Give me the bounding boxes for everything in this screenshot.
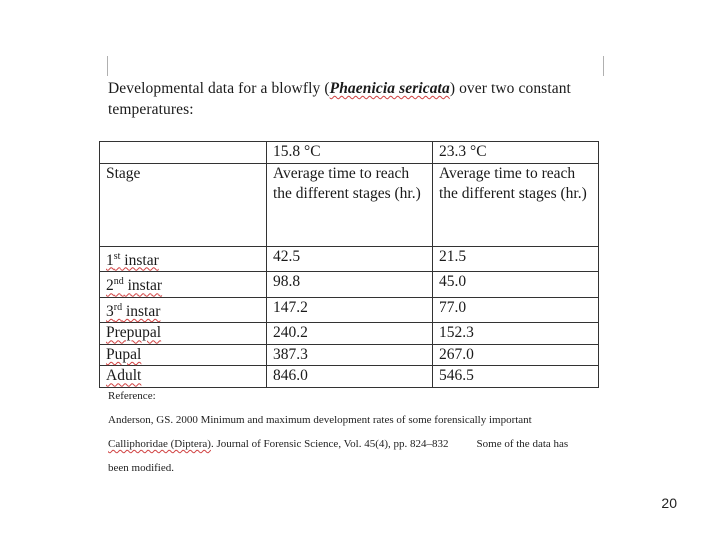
time-cell-low: 42.5 xyxy=(267,246,433,272)
reference-label: Reference: xyxy=(108,390,156,402)
left-margin-mark xyxy=(107,56,108,76)
developmental-data-table xyxy=(99,141,599,388)
time-cell-high: 77.0 xyxy=(433,297,599,323)
temp-header-low: 15.8 °C xyxy=(267,142,433,164)
reference-line-1: Anderson, GS. 2000 Minimum and maximum development rates of some forensically important xyxy=(108,414,532,426)
table-row xyxy=(100,272,599,298)
time-cell-low: 846.0 xyxy=(267,366,433,388)
stage-cell: Adult xyxy=(100,366,267,388)
stage-header: Stage xyxy=(100,163,267,246)
stage-cell: 3rd instar xyxy=(100,297,267,323)
time-cell-low: 147.2 xyxy=(267,297,433,323)
right-margin-mark xyxy=(603,56,604,76)
stage-cell: Pupal xyxy=(100,344,267,366)
time-cell-high: 267.0 xyxy=(433,344,599,366)
time-cell-high: 45.0 xyxy=(433,272,599,298)
stage-cell: Prepupal xyxy=(100,323,267,345)
temp-header-high: 23.3 °C xyxy=(433,142,599,164)
table-cell-empty xyxy=(100,142,267,164)
heading-text: Developmental data for a blowfly (Phaenicia sericata) over two constant temperatures: xyxy=(108,80,571,118)
time-header-high: Average time to reach the different stages (hr.) xyxy=(433,163,599,246)
time-cell-high: 546.5 xyxy=(433,366,599,388)
time-cell-high: 21.5 xyxy=(433,246,599,272)
table-row xyxy=(100,246,599,272)
time-cell-low: 387.3 xyxy=(267,344,433,366)
time-cell-low: 240.2 xyxy=(267,323,433,345)
stage-cell: 1st instar xyxy=(100,246,267,272)
table-row xyxy=(100,323,599,345)
table-row xyxy=(100,142,599,164)
time-cell-high: 152.3 xyxy=(433,323,599,345)
reference-block xyxy=(108,384,608,480)
time-cell-low: 98.8 xyxy=(267,272,433,298)
page-number: 20 xyxy=(661,495,677,511)
stage-cell: 2nd instar xyxy=(100,272,267,298)
species-name: Phaenicia sericata xyxy=(329,80,450,97)
table-row xyxy=(100,163,599,246)
reference-line-2: Calliphoridae (Diptera). Journal of Forensic Science, Vol. 45(4), pp. 824–832 Some of the data has xyxy=(108,438,569,450)
table-row xyxy=(100,344,599,366)
reference-line-3: been modified. xyxy=(108,462,174,474)
time-header-low: Average time to reach the different stages (hr.) xyxy=(267,163,433,246)
table-row xyxy=(100,297,599,323)
